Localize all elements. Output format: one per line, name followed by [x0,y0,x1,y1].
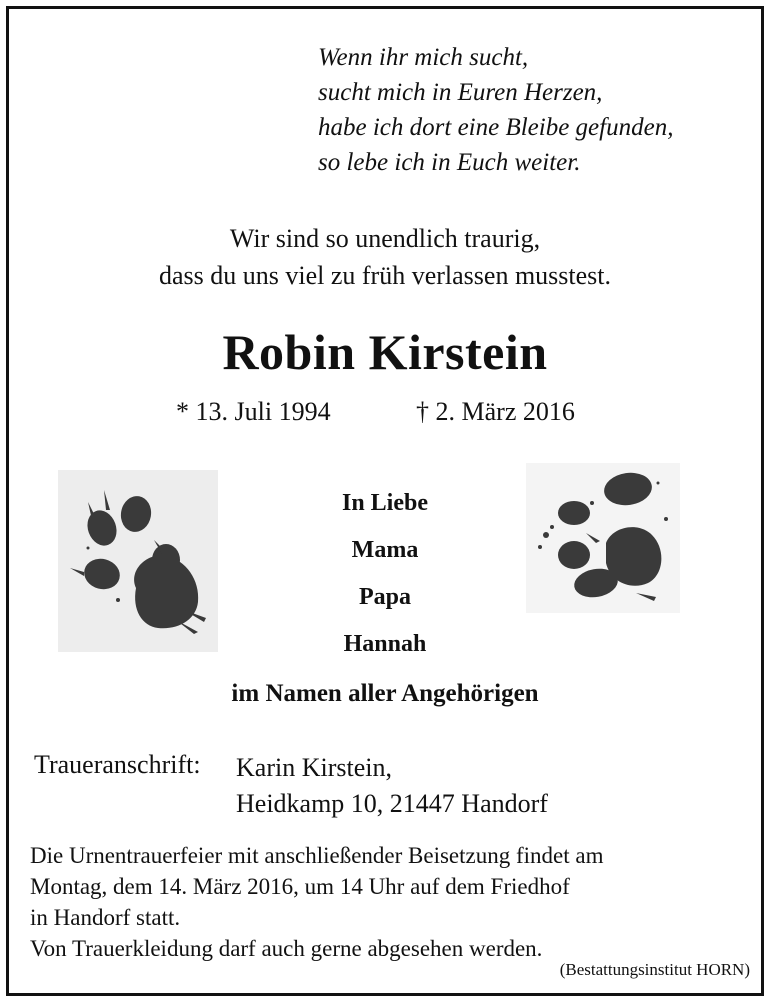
intro-line: Wir sind so unendlich traurig, [229,224,541,253]
poem-line: Wenn ihr mich sucht, [318,44,529,71]
address-label: Traueranschrift: [34,750,201,779]
notice-line: in Handorf statt. [30,905,181,930]
notice-line: Die Urnentrauerfeier mit anschließender Beisetzung findet am [30,843,604,868]
paw-print-icon [526,463,680,613]
family-heading: In Liebe [341,490,428,516]
family-member: Hannah [343,631,427,657]
intro-line: dass du uns viel zu früh verlassen musstest. [158,261,612,290]
family-member: Papa [358,584,411,610]
death-date: † 2. März 2016 [416,397,575,426]
intro-text [0,220,770,294]
notice-line: Von Trauerkleidung darf auch gerne abgesehen werden. [30,936,543,961]
undertaker-credit: (Bestattungsinstitut HORN) [559,960,750,979]
funeral-notice [30,840,603,964]
address-line: Karin Kirstein, [236,753,392,782]
notice-line: Montag, dem 14. März 2016, um 14 Uhr auf dem Friedhof [30,874,570,899]
family-member: Mama [351,537,419,563]
birth-date: * 13. Juli 1994 [176,397,331,426]
poem-line: so lebe ich in Euch weiter. [318,149,581,176]
on-behalf-of-all: im Namen aller Angehörigen [231,680,539,707]
address-line: Heidkamp 10, 21447 Handorf [236,789,548,818]
deceased-name: Robin Kirstein [222,324,548,380]
address [236,750,548,822]
paw-print-right [526,463,680,613]
poem [318,40,673,180]
poem-line: sucht mich in Euren Herzen, [318,79,603,106]
poem-line: habe ich dort eine Bleibe gefunden, [318,114,674,141]
